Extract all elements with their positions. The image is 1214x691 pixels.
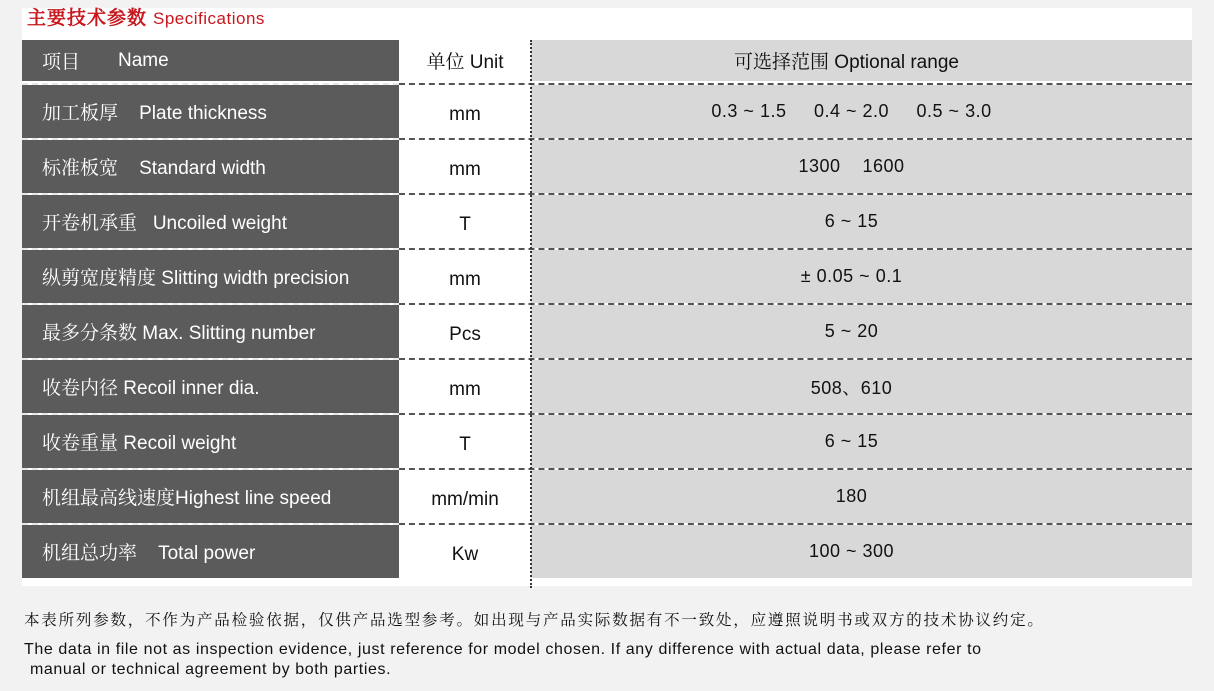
row-range: 0.3 ~ 1.5 0.4 ~ 2.0 0.5 ~ 3.0	[531, 85, 1192, 138]
row-range: 6 ~ 15	[531, 415, 1192, 468]
table-row	[22, 415, 1192, 468]
header-name-cn: 项目	[42, 52, 81, 73]
column-divider	[530, 40, 532, 588]
row-range: ± 0.05 ~ 0.1	[531, 250, 1192, 303]
spec-table	[22, 40, 1192, 585]
row-unit: mm	[399, 250, 531, 303]
row-name: 机组总功率 Total power	[22, 525, 399, 578]
table-row	[22, 360, 1192, 413]
table-row	[22, 250, 1192, 303]
header-name	[22, 40, 399, 81]
section-title-en: Specifications	[153, 9, 265, 28]
header-range: 可选择范围 Optional range	[531, 40, 1192, 81]
table-row	[22, 525, 1192, 578]
table-row	[22, 140, 1192, 193]
section-title	[27, 6, 265, 32]
disclaimer-cn: 本表所列参数，不作为产品检验依据，仅供产品选型参考。如出现与产品实际数据有不一致处，应遵照说明书或双方的技术协议约定。	[24, 611, 1045, 629]
table-row	[22, 85, 1192, 138]
row-range: 5 ~ 20	[531, 305, 1192, 358]
row-unit: mm	[399, 140, 531, 193]
row-name: 开卷机承重 Uncoiled weight	[22, 195, 399, 248]
row-name: 标准板宽 Standard width	[22, 140, 399, 193]
row-name: 收卷重量 Recoil weight	[22, 415, 399, 468]
row-unit: mm	[399, 360, 531, 413]
disclaimer-en-line2: manual or technical agreement by both parties.	[30, 661, 392, 678]
table-row	[22, 470, 1192, 523]
table-header-row	[22, 40, 1192, 81]
row-range: 180	[531, 470, 1192, 523]
row-unit: mm/min	[399, 470, 531, 523]
row-unit: mm	[399, 85, 531, 138]
row-name: 机组最高线速度Highest line speed	[22, 470, 399, 523]
header-name-en: Name	[118, 49, 169, 71]
row-name: 最多分条数 Max. Slitting number	[22, 305, 399, 358]
row-unit: T	[399, 195, 531, 248]
row-unit: Pcs	[399, 305, 531, 358]
row-unit: Kw	[399, 525, 531, 578]
row-range: 1300 1600	[531, 140, 1192, 193]
row-name: 收卷内径 Recoil inner dia.	[22, 360, 399, 413]
disclaimer-en	[24, 640, 1194, 680]
row-range: 6 ~ 15	[531, 195, 1192, 248]
header-unit: 单位 Unit	[399, 40, 531, 81]
row-name: 加工板厚 Plate thickness	[22, 85, 399, 138]
row-range: 100 ~ 300	[531, 525, 1192, 578]
row-range: 508、610	[531, 360, 1192, 413]
row-unit: T	[399, 415, 531, 468]
section-title-cn: 主要技术参数	[27, 8, 148, 29]
table-row	[22, 195, 1192, 248]
row-name: 纵剪宽度精度 Slitting width precision	[22, 250, 399, 303]
disclaimer-en-line1: The data in file not as inspection evidence, just reference for model chosen. If any difference with actual data, please refer to	[24, 641, 982, 658]
table-row	[22, 305, 1192, 358]
